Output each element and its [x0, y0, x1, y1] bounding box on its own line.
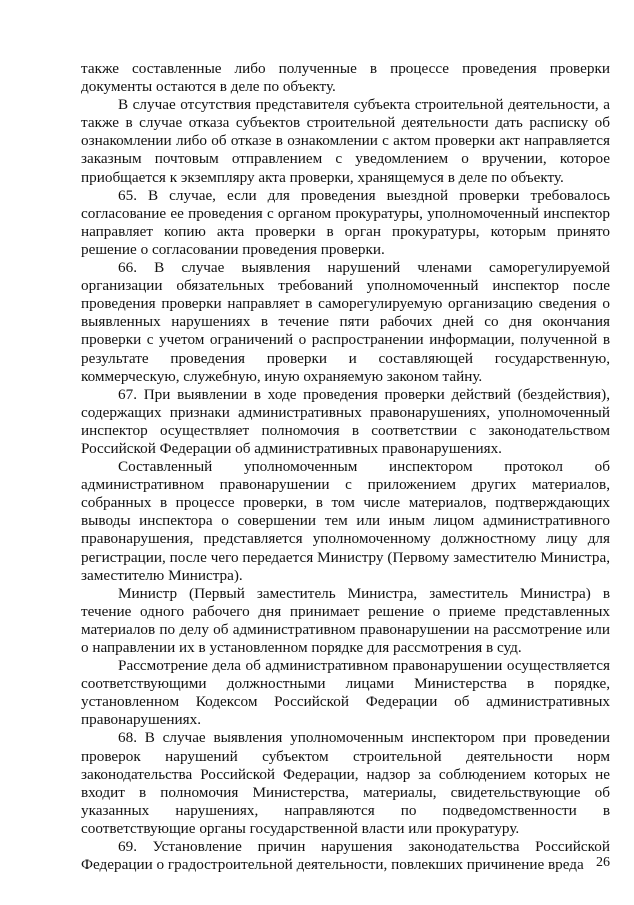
paragraph-65: 65. В случае, если для проведения выездной проверки требовалось согласование ее проведения с органом прокуратуры, уполномоченный инспектор направляет копию акта проверки в орган прокуратуры, которым принято решение о согласовании проведения проверки. — [81, 186, 610, 258]
page-number: 26 — [596, 855, 610, 870]
document-page — [81, 60, 610, 874]
paragraph-69: 69. Установление причин нарушения законодательства Российской Федерации о градостроительной деятельности, повлекших причинение вреда — [81, 838, 610, 874]
paragraph-no-representative: В случае отсутствия представителя субъекта строительной деятельности, а также в случае отказа субъектов строительной деятельности дать расписку об ознакомлении либо об отказе в ознакомлении с актом проверки акт направляется заказным почтовым отправлением с уведомлением о вручении, которое приобщается к экземпляру акта проверки, хранящемуся в деле по объекту. — [81, 96, 610, 186]
paragraph-67: 67. При выявлении в ходе проведения проверки действий (бездействия), содержащих признаки административных правонарушениях, уполномоченный инспектор осуществляет полномочия в соответствии с законодательством Российской Федерации об административных правонарушениях. — [81, 385, 610, 457]
paragraph-continuation: также составленные либо полученные в процессе проведения проверки документы остаются в деле по объекту. — [81, 60, 610, 96]
paragraph-minister-decision: Министр (Первый заместитель Министра, заместитель Министра) в течение одного рабочего дня принимает решение о приеме представленных материалов по делу об административном правонарушении на рассмотрение или о направлении их в установленном порядке для рассмотрения в суд. — [81, 584, 610, 656]
paragraph-protocol: Составленный уполномоченным инспектором протокол об административном правонарушении с приложением других материалов, собранных в процессе проверки, в том числе материалов, подтверждающих выводы инспектора о совершении тем или иным лицом административного правонарушения, представляется уполномоченному должностному лицу для регистрации, после чего передается Министру (Первому заместителю Министра, заместителю Министра). — [81, 458, 610, 584]
paragraph-68: 68. В случае выявления уполномоченным инспектором при проведении проверок нарушений субъектом строительной деятельности норм законодательства Российской Федерации, надзор за соблюдением которых не входит в полномочия Министерства, материалы, свидетельствующие об указанных нарушениях, направляются по подведомственности в соответствующие органы государственной власти или прокуратуру. — [81, 729, 610, 837]
paragraph-66: 66. В случае выявления нарушений членами саморегулируемой организации обязательных требований уполномоченный инспектор после проведения проверки направляет в саморегулируемую организацию сведения о выявленных нарушениях в течение пяти рабочих дней со дня окончания проверки с учетом ограничений о распространении информации, полученной в результате проведения проверки и составляющей государственную, коммерческую, служебную, иную охраняемую законом тайну. — [81, 259, 610, 385]
paragraph-case-review: Рассмотрение дела об административном правонарушении осуществляется соответствующими должностными лицами Министерства в порядке, установленном Кодексом Российской Федерации об административных правонарушениях. — [81, 657, 610, 729]
